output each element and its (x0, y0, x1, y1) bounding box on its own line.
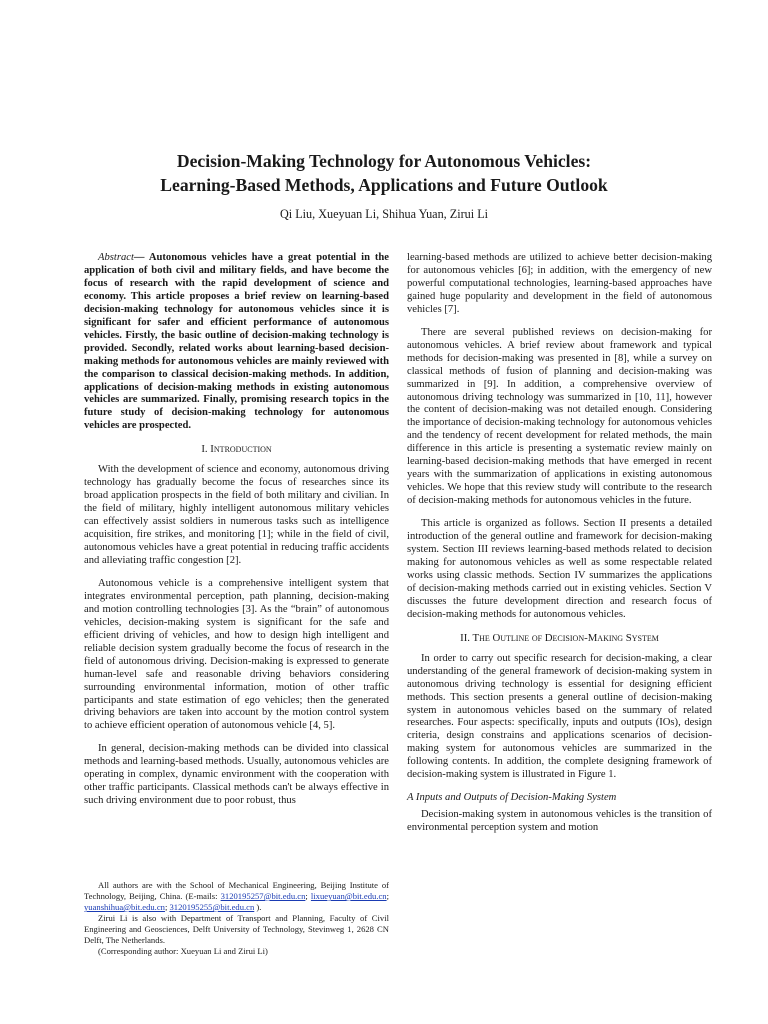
outline-paragraph-2: Decision-making system in autonomous vehicles is the transition of environmental perception system and motion (407, 809, 712, 834)
intro-paragraph-1: With the development of science and economy, autonomous driving technology has gradually become the focus of researches since its broad application prospects in the field of both military and civilian. In the field of military, highly intelligent autonomous military vehicles can effectively assist soldiers in numerous tasks such as intelligence acquisition, fire strikes, and monitoring [1]; while in the field of civil, autonomous vehicles have a great potential in reducing traffic accidents and alleviating traffic congestion [2]. (84, 464, 389, 566)
email-link-2[interactable]: lixueyuan@bit.edu.cn (310, 891, 387, 901)
intro-paragraph-4: There are several published reviews on decision-making for autonomous vehicles. A brief review about framework and typical methods for decision-making was presented in [8], while a survey on classical methods of fusion of planning and decision-making was summarized in [9]. In addition, a comprehensive overview of autonomous driving technology was summarized in [10, 11], however the content of decision-making was not detailed enough. Considering the importance of decision-making technology for autonomous vehicles and the tendency of recent development for related methods, the main difference in this article is presenting a systematic review mainly on learning-based decision-making methods that have emerged in recent years with the summarization of applications in existing autonomous vehicles. We hope that this review study will contribute to the research of decision-making methods for autonomous vehicles in the future. (407, 326, 712, 507)
email-link-3[interactable]: yuanshihua@bit.edu.cn (84, 902, 165, 912)
section-heading-introduction: I. Introduction (201, 443, 272, 456)
subsection-heading-inputs-outputs: A Inputs and Outputs of Decision-Making System (407, 792, 617, 804)
title-line-2: Learning-Based Methods, Applications and Future Outlook (160, 174, 608, 195)
outline-paragraph-1: In order to carry out specific research for decision-making, a clear understanding of the general framework of decision-making system in autonomous driving technology is essential for designing efficient methods. This section presents a general outline of decision-making system in autonomous vehicles based on the summary of related researches. Four aspects: specifically, inputs and outputs (IOs), design criteria, design constrains and applications scenarios of decision-making system for autonomous vehicles are summarized in the following contents. In addition, the complete designing framework of decision-making system is illustrated in Figure 1. (407, 652, 712, 781)
paper-title (60, 150, 708, 197)
abstract (84, 252, 389, 433)
abstract-text: — Autonomous vehicles have a great potential in the application of both civil and military fields, and have become the focus of research with the rapid development of science and economy. This article proposes a brief review on learning-based decision-making technology for autonomous vehicles since it is significant for safer and efficient performance of autonomous vehicles. Firstly, the basic outline of decision-making technology is provided. Secondly, related works about learning-based decision-making methods for autonomous vehicles are mainly reviewed with the comparison to classical decision-making methods. In addition, applications of decision-making methods in existing autonomous vehicles are summarized. Finally, promising research topics in the future study of decision-making technology for autonomous vehicles are prospected. (84, 252, 389, 432)
intro-paragraph-2: Autonomous vehicle is a comprehensive intelligent system that integrates environmental perception, path planning, decision-making and motion controlling technologies [3]. As the “brain” of autonomous vehicles, decision-making system is significant for the safe and efficient driving of vehicles, and how to design high intelligent and reliable decision system gradually become the focus of research in the field of autonomous driving. Decision-making is expressed to generate human-level safe and reasonable driving behaviors considering surrounding environmental information, motion of other traffic participants and state estimation of ego vehicles; then the generated driving behaviors are taken into account by the motion control system to achieve efficient operation of autonomous vehicle [4, 5]. (84, 577, 389, 732)
footnote-separator: ; (386, 891, 389, 901)
footnote-separator: ; (164, 902, 170, 912)
title-line-1: Decision-Making Technology for Autonomous Vehicles: (176, 151, 592, 171)
intro-paragraph-5: This article is organized as follows. Section II presents a detailed introduction of the general outline and framework for decision-making system. Section III reviews learning-based methods related to decision making for autonomous vehicles as well as some respectable related works using classic methods. Section IV summarizes the applications of decision-making methods carried out in existing vehicles. Section V discusses the future development direction and research focus of decision-making methods for autonomous vehicles. (407, 518, 712, 620)
abstract-label: Abstract (98, 252, 134, 263)
email-link-1[interactable]: 3120195257@bit.edu.cn (220, 891, 306, 901)
section-heading-outline: II. The Outline of Decision-Making System (460, 631, 659, 644)
footnote-separator: ; (305, 891, 311, 901)
right-column (407, 252, 712, 845)
footnote-text: All authors are with the School of Mechanical Engineering, Beijing Institute of Technology, Beijing, China. (E-mails: (84, 880, 389, 901)
footnote-affiliation (84, 880, 389, 913)
author-footnote (84, 880, 389, 957)
left-column (84, 252, 389, 818)
footnote-text-end: ). (254, 902, 262, 912)
footnote-corresponding-author: (Corresponding author: Xueyuan Li and Zirui Li) (98, 946, 268, 956)
intro-paragraph-3-continued: learning-based methods are utilized to achieve better decision-making for autonomous vehicles [6]; in addition, with the emergency of new powerful computational technologies, learning-based approaches have gained huge popularity and development in the field of autonomous vehicles [7]. (407, 252, 712, 315)
email-link-4[interactable]: 3120195255@bit.edu.cn (169, 902, 255, 912)
author-list: Qi Liu, Xueyuan Li, Shihua Yuan, Zirui Li (279, 207, 489, 221)
footnote-second-affiliation: Zirui Li is also with Department of Transport and Planning, Faculty of Civil Engineering and Geosciences, Delft University of Technology, Stevinweg 1, 2628 CN Delft, The Netherlands. (84, 913, 389, 945)
intro-paragraph-3: In general, decision-making methods can be divided into classical methods and learning-based methods. Usually, autonomous vehicles are operating in complex, dynamic environment with the cooperation with other traffic participants. Classical methods can't be always effective in such driving environment due to poor robust, thus (84, 743, 389, 807)
